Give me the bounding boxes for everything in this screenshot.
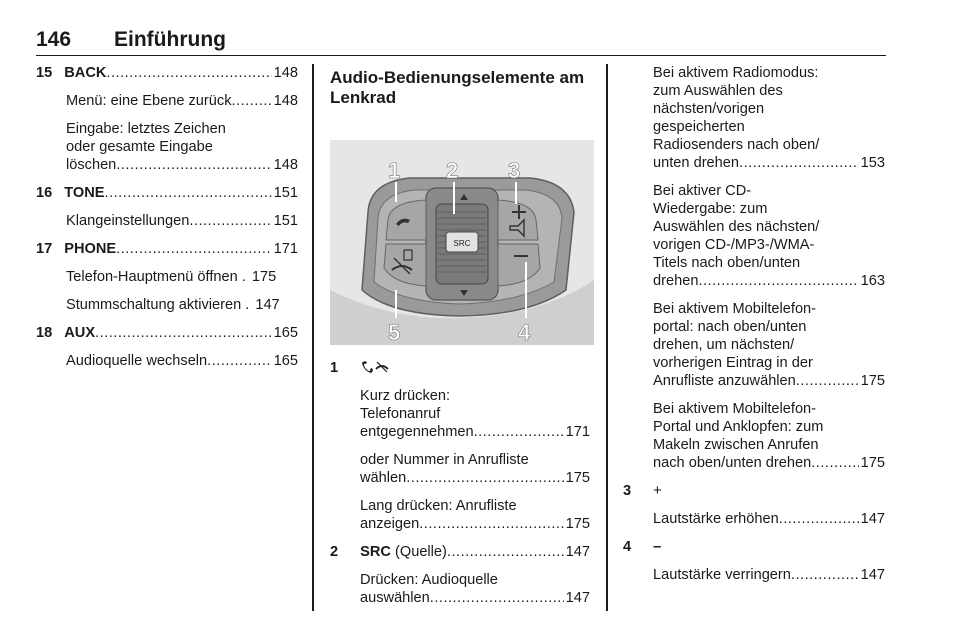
item-number: 2 bbox=[330, 544, 339, 560]
page-ref: 165 bbox=[273, 325, 298, 341]
entry-keyword-phone: PHONE bbox=[64, 241, 117, 257]
page-ref: 147 bbox=[565, 590, 590, 606]
column-3 bbox=[623, 64, 885, 594]
column-divider-1 bbox=[312, 64, 314, 611]
entry-number: 15 bbox=[36, 65, 53, 81]
column-2 bbox=[330, 64, 590, 617]
steering-wheel-controls-photo bbox=[330, 140, 594, 345]
item-1 bbox=[330, 359, 590, 533]
entry-keyword-aux: AUX bbox=[64, 325, 96, 341]
item-keyword-src: SRC bbox=[360, 544, 391, 560]
sub-entry: Telefon-Hauptmenü öffnen . 175 bbox=[66, 269, 277, 285]
sub-entry: Eingabe: letztes Zeichen oder gesamte Eingabe löschen ..... 148 bbox=[66, 120, 298, 174]
entry-aux bbox=[36, 324, 298, 370]
column-1 bbox=[36, 64, 298, 380]
section-title: Audio-Bedienungselemente am Lenkrad bbox=[330, 68, 585, 107]
sub-entry: Kurz drücken: Telefonanruf entgegennehmen ..... 171 bbox=[360, 387, 590, 441]
item-number: 4 bbox=[623, 539, 632, 555]
entry-back bbox=[36, 64, 298, 174]
phone-hangup-icon bbox=[376, 362, 388, 372]
page-ref: 148 bbox=[273, 65, 298, 81]
entry-tone bbox=[36, 184, 298, 230]
entry-keyword-back: BACK bbox=[64, 65, 107, 81]
description-block: Bei aktivem Radiomodus: zum Auswählen des nächsten/vorigen gespeicherten Radiosenders nach oben/ unten drehen ..... 153 bbox=[653, 64, 885, 172]
page-ref: 147 bbox=[860, 511, 885, 527]
page-ref: 151 bbox=[273, 185, 298, 201]
item-3 bbox=[623, 482, 885, 528]
column-divider-2 bbox=[606, 64, 608, 611]
steering-wheel-illustration bbox=[330, 140, 594, 345]
page-ref: 175 bbox=[860, 455, 885, 471]
sub-entry: Menü: eine Ebene zurück ..... 148 bbox=[66, 92, 298, 110]
item-number: 1 bbox=[330, 360, 339, 376]
page-ref: 153 bbox=[860, 155, 885, 171]
page-ref: 148 bbox=[273, 157, 298, 173]
sub-entry: Lautstärke verringern ..... 147 bbox=[653, 566, 885, 584]
page-ref: 148 bbox=[273, 93, 298, 109]
entry-keyword-tone: TONE bbox=[64, 185, 105, 201]
item-2: 2 SRC (Quelle) ..... 147 Drücken: Audioquelle auswählen ..... 147 bbox=[330, 543, 590, 607]
description-block: Bei aktiver CD- Wiedergabe: zum Auswählen des nächsten/ vorigen CD-/MP3-/WMA- Titels nach oben/unten drehen ..... 163 bbox=[653, 182, 885, 290]
sub-entry: Lautstärke erhöhen ..... 147 bbox=[653, 510, 885, 528]
page-ref: 175 bbox=[565, 470, 590, 486]
sub-entry: Stummschaltung aktivieren . 147 bbox=[66, 297, 280, 313]
page-ref: 175 bbox=[565, 516, 590, 532]
page-ref: 165 bbox=[273, 353, 298, 369]
figure-callout-2: 2 bbox=[446, 158, 459, 183]
page-number: 146 bbox=[36, 28, 72, 51]
sub-entry: Lang drücken: Anrufliste anzeigen ..... 175 bbox=[360, 497, 590, 533]
item-4 bbox=[623, 538, 885, 584]
page-header bbox=[36, 28, 886, 56]
item-number: 3 bbox=[623, 483, 632, 499]
phone-pickup-icon bbox=[362, 361, 373, 373]
page-title: Einführung bbox=[114, 28, 226, 51]
page-ref: 147 bbox=[565, 544, 590, 560]
figure-callout-3: 3 bbox=[508, 158, 521, 183]
sub-entry: Klangeinstellungen ..... 151 bbox=[66, 212, 298, 230]
sub-entry: Audioquelle wechseln ..... 165 bbox=[66, 352, 298, 370]
src-button-label: SRC bbox=[453, 239, 471, 248]
entry-number: 17 bbox=[36, 241, 53, 257]
page-ref: 175 bbox=[251, 269, 277, 285]
page-ref: 147 bbox=[860, 567, 885, 583]
description-block: Bei aktivem Mobiltelefon- portal: nach oben/unten drehen, um nächsten/ vorherigen Eintrag in der Anrufliste anzuwählen ..... 175 bbox=[653, 300, 885, 390]
page-ref: 171 bbox=[273, 241, 298, 257]
figure-callout-4: 4 bbox=[518, 320, 531, 345]
page-ref: 171 bbox=[565, 424, 590, 440]
page-ref: 163 bbox=[860, 273, 885, 289]
minus-icon: – bbox=[653, 538, 662, 555]
entry-phone bbox=[36, 240, 298, 314]
page-ref: 151 bbox=[273, 213, 298, 229]
figure-callout-5: 5 bbox=[388, 320, 401, 345]
description-block: Bei aktivem Mobiltelefon- Portal und Anklopfen: zum Makeln zwischen Anrufen nach oben/unten drehen ..... 175 bbox=[653, 400, 885, 472]
sub-entry: oder Nummer in Anrufliste wählen ..... 175 bbox=[360, 451, 590, 487]
figure-callout-1: 1 bbox=[388, 158, 401, 183]
entry-number: 18 bbox=[36, 325, 53, 341]
plus-icon: + bbox=[653, 482, 662, 499]
sub-entry: Drücken: Audioquelle auswählen ..... 147 bbox=[360, 571, 590, 607]
page-ref: 147 bbox=[255, 297, 280, 313]
page-ref: 175 bbox=[860, 373, 885, 389]
entry-number: 16 bbox=[36, 185, 53, 201]
